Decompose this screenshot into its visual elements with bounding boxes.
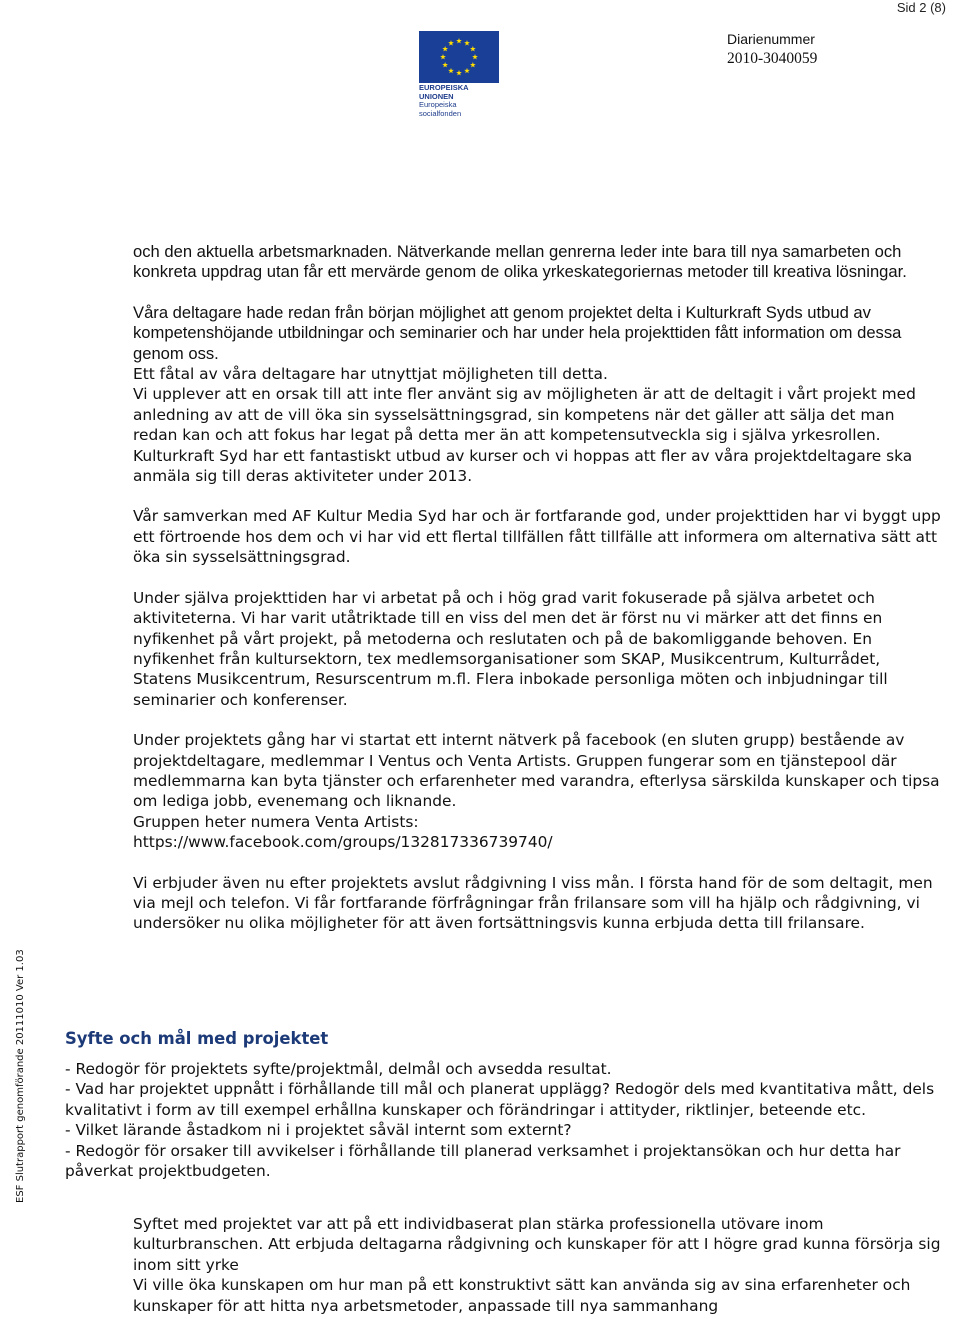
- paragraph: och den aktuella arbetsmarknaden. Nätverkande mellan genrerna leder inte bara till nya samarbeten och konkreta uppdrag utan får ett mervärde genom de olika yrkeskategoriernas metoder till kreativa lösningar.: [133, 242, 907, 282]
- instruction-item: - Redogör för projektets syfte/projektmål, delmål och avsedda resultat.: [65, 1060, 612, 1078]
- paragraph: Vi upplever att en orsak till att inte fler använt sig av möjligheten är att de deltagit i vårt projekt med anledning av att de vill öka sin sysselsättningsgrad, sin kompetens när det gäller att sälja det man redan kan och att fokus har legat på detta mer än att kompetensutveckla sig i själva yrkesrollen. Kulturkraft Syd har ett fantastiskt utbud av kurser och vi hoppas att fler av våra projektdeltagare ska anmäla sig till deras aktiviteter under 2013.: [133, 385, 916, 486]
- paragraph: Våra deltagare hade redan från början möjlighet att genom projektet delta i Kulturkraft Syds utbud av kompetenshöjande utbildningar och seminarier och har under hela projekttiden fått information om dessa genom oss.: [133, 302, 902, 363]
- diarie-block: [727, 31, 817, 68]
- body-text: [133, 242, 943, 934]
- goals-section: [65, 1029, 945, 1181]
- paragraph: Vi ville öka kunskapen om hur man på ett konstruktivt sätt kan använda sig av sina erfarenheter och kunskaper för att hitta nya arbetsmetoder, anpassade till nya sammanhang: [133, 1276, 911, 1315]
- paragraph: Vi erbjuder även nu efter projektets avslut rådgivning I viss mån. I första hand för de som deltagit, men via mejl och telefon. Vi får fortfarande förfrågningar från frilansare som vill ha hjälp och rådgivning, vi undersöker nu olika möjligheter för att även fortsättningsvis kunna erbjuda detta till frilansare.: [133, 873, 933, 933]
- answer-text: [133, 1214, 943, 1316]
- diarie-number: 2010-3040059: [727, 50, 818, 67]
- logo-line2: Europeiska socialfonden: [419, 100, 462, 118]
- paragraph: Ett fåtal av våra deltagare har utnyttjat möjligheten till detta.: [133, 365, 608, 384]
- paragraph: Vår samverkan med AF Kultur Media Syd har och är fortfarande god, under projekttiden har vi byggt upp ett förtroende hos dem och vi har vid ett flertal tillfällen fått tillfälle att informera om alternativa sätt att öka sin sysselsättningsgrad.: [133, 507, 941, 567]
- section-heading: Syfte och mål med projektet: [65, 1029, 329, 1048]
- side-footer-text: ESF Slutrapport genomförande 20111010 Ver 1.03: [15, 949, 26, 1203]
- instruction-item: - Vilket lärande åstadkom ni i projektet såväl internt som externt?: [65, 1121, 572, 1140]
- instruction-item: - Vad har projektet uppnått i förhållande till mål och planerat upplägg? Redogör dels med kvantitativa mått, dels kvalitativt i form av till exempel erhållna kunskaper och förändringar i attityder, riktlinjer, beteende etc.: [65, 1080, 935, 1119]
- instruction-item: - Redogör för orsaker till avvikelser i förhållande till planerad verksamhet i projektansökan och hur detta har påverkat projektbudgeten.: [65, 1141, 901, 1181]
- paragraph: Gruppen heter numera Venta Artists:: [133, 812, 419, 831]
- eu-logo: [419, 31, 499, 118]
- paragraph: Syftet med projektet var att på ett individbaserat plan stärka professionella utövare inom kulturbranschen. Att erbjuda deltagarna rådgivning och kunskaper för att I högre grad kunna försörja sig inom sitt yrke: [133, 1215, 941, 1274]
- eu-flag-icon: [419, 31, 499, 83]
- page-number: Sid 2 (8): [896, 0, 946, 15]
- paragraph: Under själva projekttiden har vi arbetat på och i hög grad varit fokuserade på själva arbetet och aktiviteterna. Vi har varit utåtriktade till en viss del men det är först nu vi märker att det finns en nyfikenhet på vårt projekt, på metoderna och reslutaten och på de bakomliggande behoven. En nyfikenhet från kultursektorn, tex medlemsorganisationer som SKAP, Musikcentrum, Kulturrådet, Statens Musikcentrum, Resurscentrum m.fl. Flera inbokade personliga möten och inbjudningar till seminarier och konferenser.: [133, 588, 888, 709]
- logo-line1: EUROPEISKA UNIONEN: [419, 83, 469, 101]
- facebook-link[interactable]: https://www.facebook.com/groups/132817336739740/: [133, 833, 553, 852]
- paragraph: Under projektets gång har vi startat ett internt nätverk på facebook (en sluten grupp) bestående av projektdeltagare, medlemmar I Ventus och Venta Artists. Gruppen fungerar som en tjänstepool där medlemmarna kan byta tjänster och erfarenheter med varandra, efterlysa särskilda kunskaper och tipsa om lediga jobb, evenemang och liknande.: [133, 731, 940, 811]
- diarie-label: Diarienummer: [727, 31, 815, 47]
- logo-caption: [419, 84, 499, 118]
